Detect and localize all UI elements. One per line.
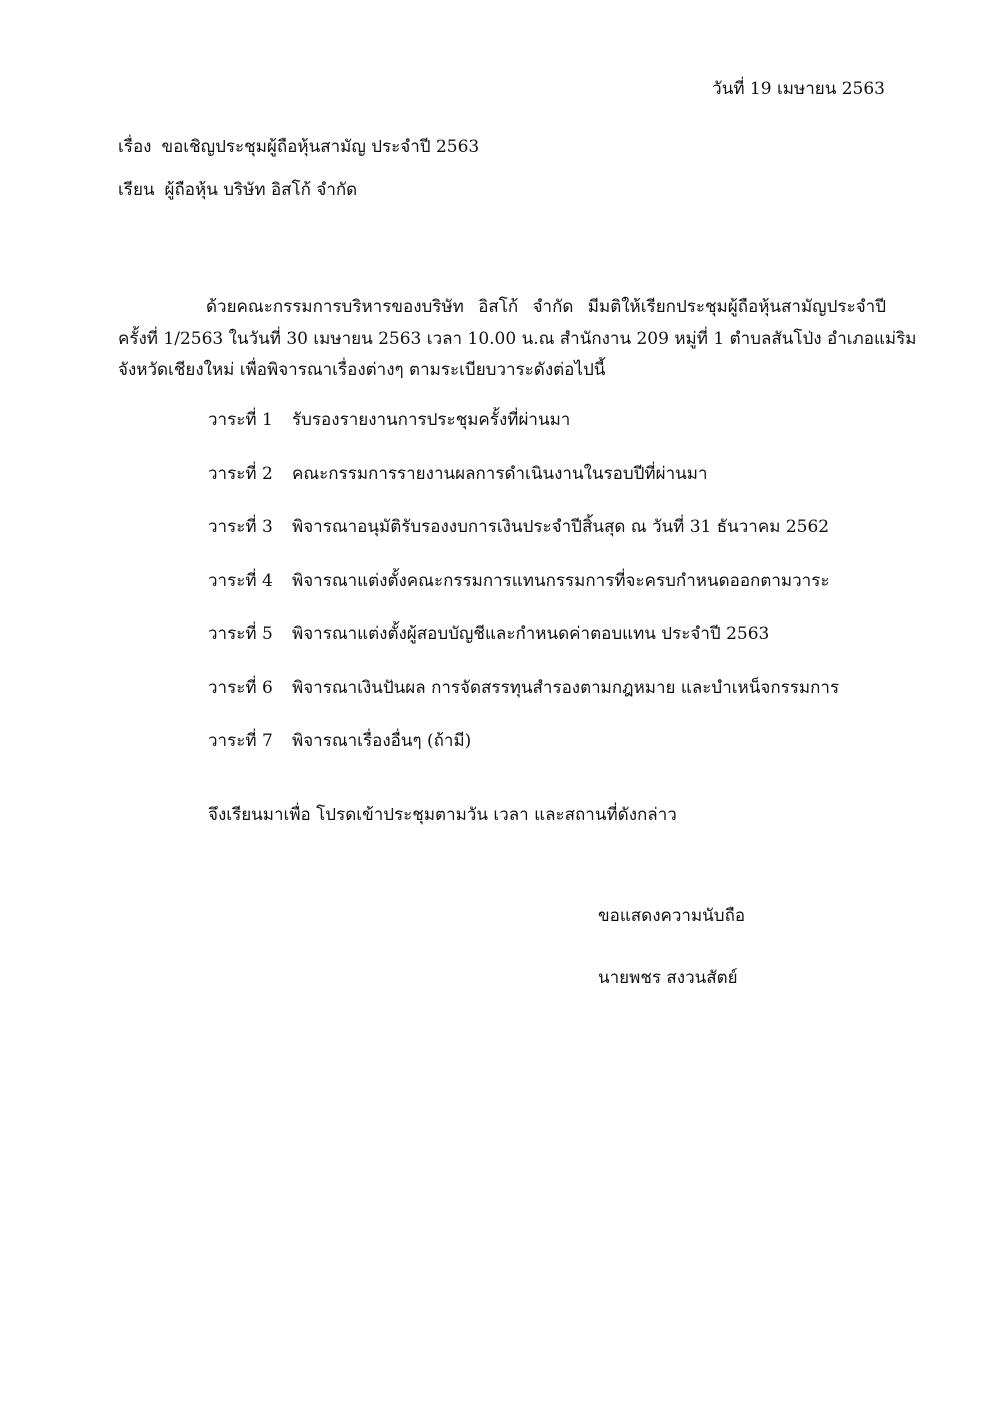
body-line: ครั้งที่ 1/2563 ในวันที่ 30 เมษายน 2563 เวลา 10.00 น.ณ สำนักงาน 209 หมู่ที่ 1 ตำบลสันโป่ง อำเภอแม่ริม	[118, 328, 917, 349]
agenda-label: วาระที่ 4	[208, 570, 273, 591]
agenda-label: วาระที่ 1	[208, 410, 273, 430]
subject-line	[118, 137, 479, 157]
agenda-text: พิจารณาเรื่องอื่นๆ (ถ้ามี)	[292, 731, 472, 751]
agenda-item	[208, 410, 839, 464]
recipient-text: ผู้ถือหุ้น บริษัท อิสโก้ จำกัด	[164, 180, 358, 200]
body-line: จังหวัดเชียงใหม่ เพื่อพิจารณาเรื่องต่างๆ ตามระเบียบวาระดังต่อไปนี้	[118, 360, 606, 380]
complimentary-close: ขอแสดงความนับถือ	[598, 906, 746, 926]
recipient-label: เรียน	[118, 180, 155, 200]
body-paragraph	[118, 292, 917, 387]
agenda-label: วาระที่ 7	[208, 731, 273, 751]
agenda-label: วาระที่ 6	[208, 677, 273, 698]
agenda-label: วาระที่ 3	[208, 517, 273, 537]
agenda-item	[208, 731, 839, 785]
closing-sentence: จึงเรียนมาเพื่อ โปรดเข้าประชุมตามวัน เวลา และสถานที่ดังกล่าว	[208, 805, 677, 825]
agenda-item	[208, 571, 839, 625]
agenda-label: วาระที่ 5	[208, 624, 273, 644]
body-line: ด้วยคณะกรรมการบริหารของบริษัท อิสโก้ จำกัด มีมติให้เรียกประชุมผู้ถือหุ้นสามัญประจำปี	[206, 297, 886, 317]
agenda-text: พิจารณาแต่งตั้งผู้สอบบัญชีและกำหนดค่าตอบแทน ประจำปี 2563	[292, 624, 770, 644]
agenda-item	[208, 464, 839, 518]
agenda-text: พิจารณาแต่งตั้งคณะกรรมการแทนกรรมการที่จะครบกำหนดออกตามวาระ	[292, 570, 830, 591]
letter-date: วันที่ 19 เมษายน 2563	[712, 79, 885, 99]
agenda-text: คณะกรรมการรายงานผลการดำเนินงานในรอบปีที่ผ่านมา	[292, 463, 708, 484]
signer-name: นายพชร สงวนสัตย์	[598, 968, 738, 988]
subject-label: เรื่อง	[118, 137, 152, 157]
agenda-list	[208, 410, 839, 785]
agenda-text: พิจารณาเงินปันผล การจัดสรรทุนสำรองตามกฎหมาย และบำเหน็จกรรมการ	[292, 677, 840, 698]
agenda-text: รับรองรายงานการประชุมครั้งที่ผ่านมา	[292, 410, 571, 430]
agenda-label: วาระที่ 2	[208, 463, 273, 484]
agenda-item	[208, 517, 839, 571]
subject-text: ขอเชิญประชุมผู้ถือหุ้นสามัญ ประจำปี 2563	[161, 137, 480, 157]
agenda-item	[208, 678, 839, 732]
recipient-line	[118, 180, 357, 200]
agenda-text: พิจารณาอนุมัติรับรองงบการเงินประจำปีสิ้นสุด ณ วันที่ 31 ธันวาคม 2562	[292, 517, 830, 537]
agenda-item	[208, 624, 839, 678]
